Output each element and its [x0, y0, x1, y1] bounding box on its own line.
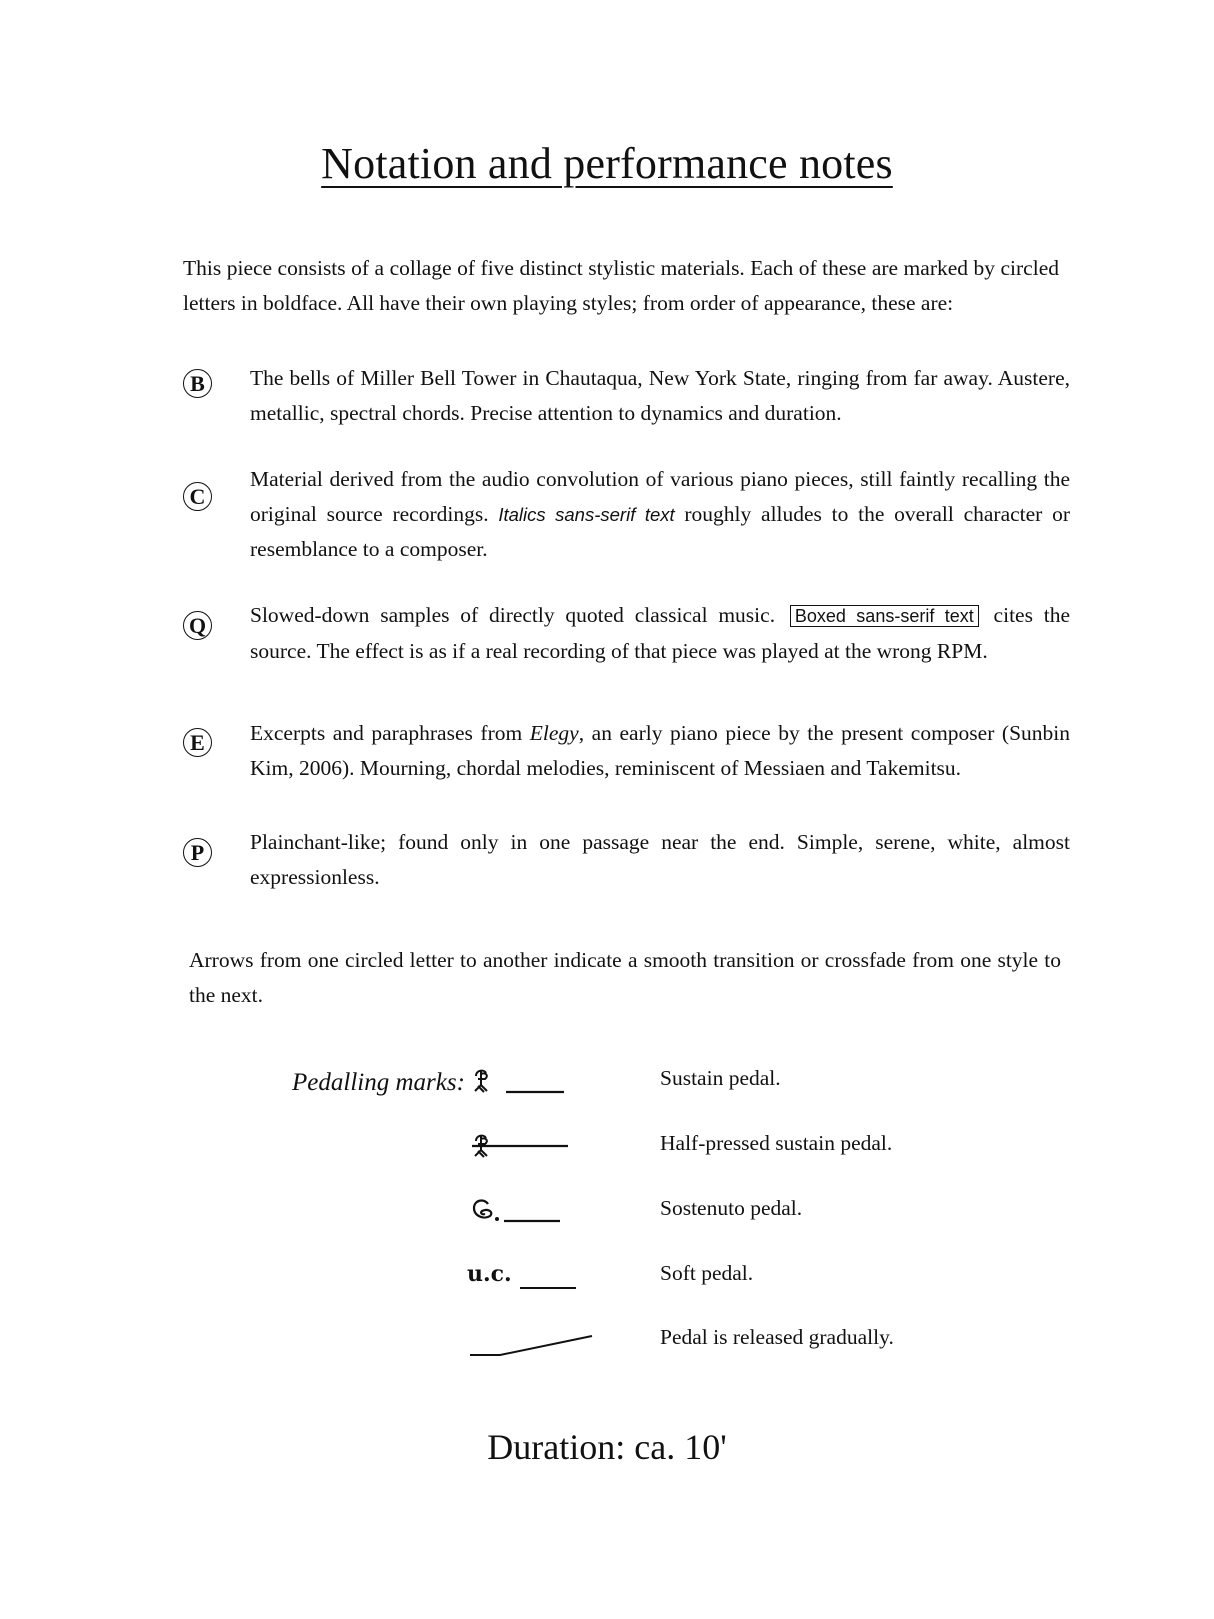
circled-letter-c: C — [183, 482, 212, 511]
pedalling-marks-label: Pedalling marks: — [292, 1069, 465, 1096]
style-e-text-before: Excerpts and paraphrases from — [250, 721, 530, 745]
pedal-desc-half: Half-pressed sustain pedal. — [660, 1131, 893, 1155]
style-e-description — [250, 716, 1070, 786]
style-c-text-after: roughly alludes to the overall character or resemblance to a composer. — [250, 502, 1070, 561]
work-title-elegy: Elegy — [529, 721, 579, 745]
pedal-row-sustain — [470, 1064, 970, 1100]
pedal-desc-sustain: Sustain pedal. — [660, 1066, 781, 1090]
intro-paragraph: This piece consists of a collage of five distinct stylistic materials. Each of these are marked by circled letters in boldface. All have their own playing styles; from order of appearance, these are: — [183, 256, 1059, 315]
style-p-description: Plainchant-like; found only in one passage near the end. Simple, serene, white, almost expressionless. — [250, 830, 1070, 889]
half-pedal-mark-icon — [470, 1129, 620, 1165]
style-c-description — [250, 462, 1070, 567]
style-q-text-after: cites the source. The effect is as if a real recording of that piece was played at the wrong RPM. — [250, 603, 1071, 663]
pedal-desc-sostenuto: Sostenuto pedal. — [660, 1196, 803, 1220]
gradual-release-mark-icon — [470, 1323, 620, 1359]
una-corda-text: u.c. — [467, 1261, 512, 1287]
circled-letter-p: P — [183, 838, 212, 867]
pedal-row-half — [470, 1129, 970, 1165]
style-q-description — [250, 598, 1070, 669]
boxed-sans-sample: Boxed sans-serif text — [790, 605, 979, 627]
pedal-row-sostenuto — [470, 1194, 970, 1230]
sustain-pedal-mark-icon — [470, 1064, 620, 1100]
style-e-text-after: , an early piano piece by the present composer (Sunbin Kim, 2006). Mourning, chordal melodies, reminiscent of Messiaen and Takemitsu. — [250, 721, 1071, 780]
arrows-note-paragraph: Arrows from one circled letter to another indicate a smooth transition or crossfade from one style to the next. — [189, 948, 1061, 1007]
circled-letter-q: Q — [183, 611, 212, 640]
pedal-row-soft — [467, 1259, 970, 1295]
style-q-text-before: Slowed-down samples of directly quoted classical music. — [250, 603, 786, 627]
circled-letter-e: E — [183, 728, 212, 757]
style-c-text-before: Material derived from the audio convolution of various piano pieces, still faintly recalling the original source recordings. — [250, 467, 1070, 526]
page-title: Notation and performance notes — [321, 139, 893, 188]
pedal-desc-soft: Soft pedal. — [660, 1261, 754, 1285]
style-b-description: The bells of Miller Bell Tower in Chautaqua, New York State, ringing from far away. Austere, metallic, spectral chords. Precise attention to dynamics and duration. — [250, 366, 1070, 425]
italic-sans-sample: Italics sans-serif text — [498, 504, 675, 525]
pedal-row-gradual-release — [470, 1323, 970, 1359]
una-corda-mark-icon — [467, 1259, 620, 1295]
circled-letter-b: B — [183, 369, 212, 398]
pedal-desc-gradual-release: Pedal is released gradually. — [660, 1325, 894, 1349]
sostenuto-pedal-mark-icon — [470, 1194, 620, 1230]
duration-text: Duration: ca. 10' — [487, 1427, 727, 1467]
